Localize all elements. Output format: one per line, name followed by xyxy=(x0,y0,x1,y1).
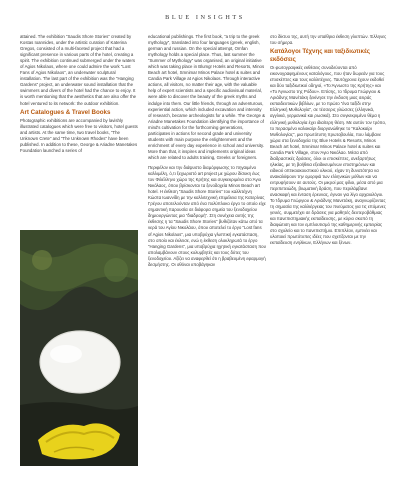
sculpture-photo xyxy=(20,230,138,466)
column-middle xyxy=(148,34,266,268)
body-paragraph: Photographic exhibitions are accompanied by lavishly illustrated catalogues which were free to visitors, hotel guests and artists. At the same time, two travel books, “The Unknown Crete” and “The Unknown Rhodes” have been published. In addition to these, George & Ariadne Manetakes Foundation launched a series of xyxy=(20,117,138,153)
body-paragraph: attained. The exhibition “Saudis Shore Stories” created by Kostas Ioannides, under the artistic curation of Katerina Gregos, consisted of a multi-faceted project that had a significant presence in various parts of the hotel, creating a spirit. The exhibition continued submerged under the waters of Agios Nikolaos, where one could admire the work “Lost Fans of Agios Nikolaos”, an underwater sculptural installation. The last part of the exhibition was the “Hanging Gardens” project, an underwater sound installation that the swimmers and divers of the hotel had the chance to enjoy. It is worth mentioning that the aesthetics that are also offer the hotel ventured to its network: the outdoor exhibition. xyxy=(20,34,137,106)
body-paragraph: Περιφέλον και την διάψυστο διαμόρφωσης το πηγαιμένο καλλιμέλη, ό,τι ξεχωριστό art project με χώρου δίσυκη έως τον Φιλέλληνο χώρο της Κρήτης και συγκεκριμένα στο Άγιο Νικόλαος, όπου βρίσκονται τα ξενοδοχεία Minos Beach art hotel. Η έκθεση “Saudis Shore Stories” του καλλιτέχνη Κώστα Ιωαννίδη με την καλλιτεχνική επιμέλεια της Κατερίνας Γρέγου αποτελούνταν από ένα πολύπλοκο έργο το οποίο είχε σημαντική παρουσία σε διάφορα σημεία του ξενοδοχείου δημιουργώντας μια “διαδρομή”. Στη συνέχεια αυτής της έκθεσης η τα “Saudis Shore Stories” βυθιζόταν κάτω από τα νερά του Αγίου Νικολάου, όπου αποτελεί το έργο “Lost fans of Agios Nikolaos”, μια υποβρύχια γλυπτική εγκατάσταση, στο οποίο και έκλεισε, ενώ η έκθεση ολοκληρωτά το έργο “Hanging Gardens”, μια υποβρύχια ηχητική εγκατάσταση που απολαμβάνουν στους κολυμβητές και τους δύτες του ξενοδοχείου. Αξίζει να αναφερθεί ότι η βραβευμένη εφαρμογή δεσμήστης. Οι οθόναι υποβάγηκαν xyxy=(148,164,266,267)
subheading-art-catalogues-greek: Κατάλογοι Τέχνης και ταξιδιωτικές εκδόσεις xyxy=(270,48,370,64)
section-header: BLUE INSIGHTS xyxy=(165,14,245,21)
body-paragraph: educational publishings. The first book, “a trip to the greek mythology”, translated into four languages (greek, english, german and russian. On the special attempt, Omfan mythology holds a special place. Thus, last summer the “Summer of Mythology” was organised, an original initiative which was taking place in Blumgr Hotels and Resorts, Minos Beach art hotel, Smnimar Minos Palace hotel & suites and Candia Park Village at Agios Nikolaos. Through interactive actions, all visitors, no matter their age, with the valuable help of expert scientists and a specific audiovisual material, were able to discover the beauty of the greek myths and indulge into them. Our little friends, through an adventurous, experiential action, which included excavation and intensity of research, became archeologists for a while. The George & Ariadne Manetakes Foundation identifying the importance of mind's cultivation for the forthcoming generations, participates in actions for second grade and university students with main purpose the enlightenment and the enrichment of every day experience in school and university. More than that, it inspires and implements original ideas which are related to adults training, Greeks or foreigners. xyxy=(148,34,266,160)
body-paragraph: Οι φωτογραφικές εκθέσεις συνοδεύονται από εικονογραφημένους καταλόγους, που ήταν δωρεάν για τους επισκέπτες και τους καλλιτέχνες. Ταυτόχρονα έχουν εκδοθεί και δύο ταξιδιωτικοί οδηγοί, «Το Άγνωστο της Κρήτης» και «Το Άγνωστο της Ρόδου». Επίσης, το Ίδρυμα Γεώργιου & Αριάδνης Μανέτάκη ξεκίνησε την έκδοση μιας σειράς εκπαιδευτικών βιβλίων, με το πρώτο “ένα ταξίδι στην Ελληνική Μυθολογία”, σε τέσσερις γλώσσες (ελληνικά, αγγλικά, γερμανικά και ρωσικά). Στο συγκεκριμένο θέμα η ελληνική μυθολογία έχει ιδιαίτερη θέση. Με αυτόν τον τρόπο, το περασμένο καλοκαίρι διοργανώθηκε το “Καλοκαίρι Μυθολογίας”, μια πρωτότυπη πρωτοβουλία, που λάμβανε χώρα στα ξενοδοχεία της Blue Hotels & Resorts, Minos Beach art hotel, Smnimar Minos Palace hotel & suites και Candia Park Village, στον Άγιο Νικόλαο. Μέσα από διαδραστικές δράσεις, όλοι οι επισκέπτες, ανεξαρτήτως ηλικίας, με τη βοήθεια εξειδικευμένων επιστημόνων και ειδικού οπτικοακουστικού υλικού, είχαν τη δυνατότητα να ανακαλύψουν την ομορφιά των ελληνικών μύθων και να εντρυφήσουν σε αυτούς. Οι μικροί μας φίλοι, μέσα από μια περιπετειώδη, βιωματική δράση, που περιλάμβανε ανασκαφή και ένταση έρευνας, έγιναν για λίγο αρχαιολόγοι. Το Ίδρυμα Γεώργιου & Αριάδνης Μανετάκη, αναγνωρίζοντας τη σημασία της καλλιέργειας του πνεύματος για τις επόμενες γενιές, συμμετέχει σε δράσεις για μαθητές δευτεροβάθμιας και πανεπιστημιακής εκπαίδευσης, με κύριο σκοπό τη διαφώτιση και τον εμπλουτισμό της καθημερινής εμπειρίας στο σχολείο και το πανεπιστήμιο. Επιπλέον, εμπνέει και υλοποιεί πρωτότυπες ιδέες που σχετίζονται με την εκπαίδευση ενηλίκων, Ελλήνων και ξένων. xyxy=(270,65,387,246)
column-left xyxy=(20,34,138,154)
column-right xyxy=(270,34,388,247)
subheading-art-catalogues: Art Catalogues & Travel Books xyxy=(20,108,111,116)
body-paragraph: στο δίκτυο της, αυτή την υπαίθρια έκθεση γλυπτών. Έλληνες του σήμερα. xyxy=(270,34,387,46)
